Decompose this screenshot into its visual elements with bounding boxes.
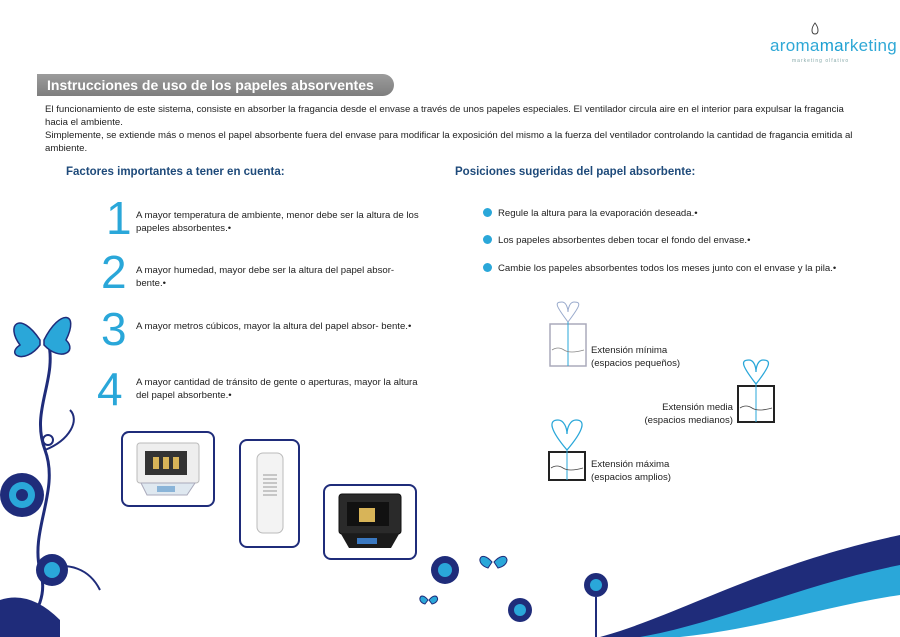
flower-icon <box>0 473 44 517</box>
page-title-bar <box>37 74 394 96</box>
bullet-dot-icon <box>483 263 492 272</box>
floral-decoration-left <box>0 300 130 637</box>
floral-decoration-bottom <box>410 540 550 637</box>
brand-tagline: marketing olfativo <box>792 58 850 64</box>
flower-icon <box>584 573 608 597</box>
bullet-dot-icon <box>483 208 492 217</box>
flower-icon <box>431 556 459 584</box>
drop-icon <box>808 22 822 36</box>
product-photo-black <box>323 484 417 560</box>
factor-text-4: A mayor cantidad de tránsito de gente o aperturas, mayor la altura del papel absorbente.• <box>136 377 418 401</box>
position-bullet-2: Los papeles absorbentes deben tocar el fondo del envase.• <box>483 235 750 246</box>
bullet-dot-icon <box>483 235 492 244</box>
position-bullet-3: Cambie los papeles absorbentes todos los meses junto con el envase y la pila.• <box>483 263 836 274</box>
extension-minimum-diagram <box>548 300 588 370</box>
diffuser-tower-icon <box>241 441 298 546</box>
positions-heading: Posiciones sugeridas del papel absorbente: <box>455 166 696 178</box>
extension-medium-label: Extensión media (espacios medianos) <box>644 402 733 426</box>
product-photo-open-front <box>121 431 215 507</box>
wave-decoration-bottom-right <box>560 505 900 637</box>
butterfly-icon <box>480 556 507 568</box>
butterfly-icon <box>420 596 438 604</box>
butterfly-icon <box>14 317 71 356</box>
factor-number-3: 3 <box>101 303 127 355</box>
extension-maximum-label: Extensión máxima (espacios amplios) <box>591 459 671 483</box>
diffuser-black-icon <box>325 486 415 558</box>
position-bullet-1: Regule la altura para la evaporación deseada.• <box>483 208 698 219</box>
factor-number-1: 1 <box>106 192 132 244</box>
intro-text <box>45 103 865 155</box>
factor-text-2: A mayor humedad, mayor debe ser la altura del papel absor- bente.• <box>136 265 395 289</box>
flower-icon <box>36 554 68 586</box>
intro-paragraph-1: El funcionamiento de este sistema, consiste en absorber la fragancia desde el envase a través de unos papeles especiales. El ventilador circula aire en el interior para expulsar la fragancia hacia el ambiente. <box>45 104 844 128</box>
extension-minimum-label: Extensión mínima (espacios pequeños) <box>591 345 681 369</box>
factor-number-2: 2 <box>101 246 127 298</box>
intro-paragraph-2: Simplemente, se extiende más o menos el papel absorbente fuera del envase para modificar la exposición del mismo a la fuerza del ventilador controlando la cantidad de fragancia emitida al ambiente. <box>45 130 853 154</box>
brand-name: aromamarketing <box>770 36 898 55</box>
brand-logo <box>770 22 898 72</box>
factor-text-1: A mayor temperatura de ambiente, menor debe ser la altura de los papeles absorbentes.• <box>136 210 419 234</box>
extension-maximum-diagram <box>546 418 588 482</box>
extension-medium-diagram <box>736 358 776 426</box>
diffuser-open-icon <box>123 433 213 505</box>
flower-icon <box>508 598 532 622</box>
factor-number-4: 4 <box>97 363 123 415</box>
factor-text-3: A mayor metros cúbicos, mayor la altura del papel absor- bente.• <box>136 321 412 332</box>
factors-heading: Factores importantes a tener en cuenta: <box>66 166 285 178</box>
product-photo-tower <box>239 439 300 548</box>
page-title: Instrucciones de uso de los papeles absorventes <box>47 77 374 93</box>
